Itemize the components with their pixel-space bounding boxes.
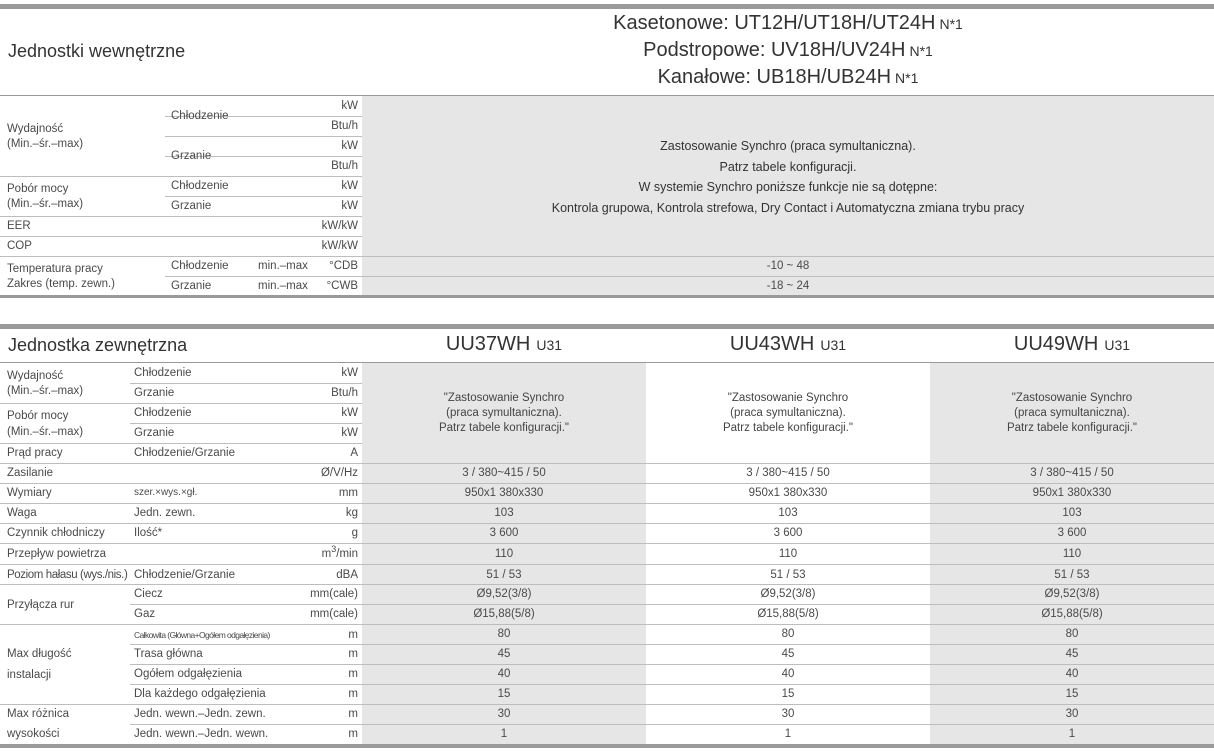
outdoor-model-2: UU43WH U31	[729, 333, 847, 355]
indoor-unit-kw-4: kW	[341, 200, 358, 212]
outdoor-unit-kw-2: kW	[341, 407, 358, 419]
cell-gas-2: Ø15,88(5/8)	[757, 608, 819, 620]
indoor-capacity-heating: Grzanie	[171, 150, 212, 162]
cell-total-length-2: 80	[781, 628, 795, 640]
cell-in-out-1: 30	[497, 708, 511, 720]
cell-gas-3: Ø15,88(5/8)	[1041, 608, 1103, 620]
row-unit-gas: mm(cale)	[310, 608, 358, 620]
indoor-temp-heating: Grzanie	[171, 280, 212, 292]
row-label-noise: Poziom hałasu (wys./nis.)	[7, 569, 128, 581]
indoor-unit-btuh-2: Btu/h	[331, 160, 358, 172]
outdoor-unit-a: A	[350, 447, 358, 459]
outdoor-bottom-bar	[0, 744, 1214, 748]
outdoor-label-power-range: (Min.–śr.–max)	[7, 426, 84, 438]
indoor-temp-cooling-value: -10 ~ 48	[766, 260, 810, 272]
outdoor-model-1-note: "Zastosowanie Synchro (praca symultaniczna). Patrz tabele konfiguracji."	[438, 392, 569, 434]
indoor-label-capacity: Wydajność	[7, 123, 64, 135]
indoor-label-power-range: (Min.–śr.–max)	[7, 198, 84, 210]
row-unit-noise: dBA	[336, 569, 358, 581]
cell-main-route-3: 45	[1065, 648, 1079, 660]
row-sub-in-in: Jedn. wewn.–Jedn. wewn.	[134, 728, 269, 740]
outdoor-current-mode: Chłodzenie/Grzanie	[134, 447, 236, 459]
cell-airflow-2: 110	[778, 548, 798, 560]
outdoor-unit-kw-1: kW	[341, 367, 358, 379]
cell-liquid-1: Ø9,52(3/8)	[476, 588, 532, 600]
outdoor-label-current: Prąd pracy	[7, 447, 63, 459]
cell-refrigerant-2: 3 600	[773, 527, 803, 539]
indoor-label-power: Pobór mocy	[7, 183, 69, 195]
cell-main-route-2: 45	[781, 648, 795, 660]
indoor-unit-btuh-1: Btu/h	[331, 120, 358, 132]
outdoor-capacity-heating: Grzanie	[134, 387, 175, 399]
cell-power-supply-2: 3 / 380~415 / 50	[746, 467, 830, 479]
row-label-max-length-2: instalacji	[7, 669, 52, 681]
cell-total-length-3: 80	[1065, 628, 1079, 640]
outdoor-unit-btuh: Btu/h	[331, 387, 358, 399]
row-unit-airflow: $m^3/\min$	[321, 544, 358, 560]
row-label-pipes: Przyłącza rur	[7, 599, 75, 611]
cell-weight-2: 103	[778, 507, 798, 519]
row-sub-refrigerant: Ilość*	[134, 527, 163, 539]
cell-total-branches-1: 40	[497, 668, 511, 680]
row-sub-total-branches: Ogółem odgałęzienia	[134, 668, 243, 680]
row-label-power-supply: Zasilanie	[7, 467, 54, 479]
indoor-label-temp: Temperatura pracy	[7, 263, 103, 275]
indoor-unit-cdb: °CDB	[329, 260, 358, 272]
row-unit-each-branch: m	[348, 688, 358, 700]
row-label-refrigerant: Czynnik chłodniczy	[7, 527, 105, 539]
cell-dimensions-1: 950x1 380x330	[464, 487, 544, 499]
outdoor-power-cooling: Chłodzenie	[134, 407, 192, 419]
indoor-unit-kw-1: kW	[341, 100, 358, 112]
row-label-airflow: Przepływ powietrza	[7, 548, 107, 560]
cell-noise-2: 51 / 53	[770, 569, 806, 581]
indoor-power-heating: Grzanie	[171, 200, 212, 212]
cell-power-supply-3: 3 / 380~415 / 50	[1030, 467, 1114, 479]
row-sub-each-branch: Dla każdego odgałęzienia	[134, 688, 266, 700]
cell-in-in-3: 1	[1068, 728, 1076, 740]
indoor-bottom-bar	[0, 295, 1214, 298]
outdoor-label-capacity-range: (Min.–śr.–max)	[7, 385, 84, 397]
row-label-max-height: Max różnica	[7, 708, 69, 720]
cell-total-length-1: 80	[497, 628, 511, 640]
indoor-label-temp-range: Zakres (temp. zewn.)	[7, 278, 115, 290]
outdoor-model-1: UU37WH U31	[445, 333, 563, 355]
row-label-max-height-2: wysokości	[7, 728, 60, 740]
row-sub-weight: Jedn. zewn.	[134, 507, 196, 519]
outdoor-section-title: Jednostka zewnętrzna	[8, 335, 188, 355]
cell-main-route-1: 45	[497, 648, 511, 660]
cell-refrigerant-1: 3 600	[489, 527, 519, 539]
cell-in-out-2: 30	[781, 708, 795, 720]
indoor-label-cop: COP	[7, 240, 32, 252]
cell-each-branch-3: 15	[1065, 688, 1079, 700]
cell-dimensions-2: 950x1 380x330	[748, 487, 828, 499]
indoor-unit-cwb: °CWB	[326, 280, 358, 292]
indoor-model-line-2: Podstropowe: UV18H/UV24H N*1	[643, 39, 933, 61]
cell-liquid-3: Ø9,52(3/8)	[1044, 588, 1100, 600]
indoor-temp-minmax-2: min.–max	[258, 280, 308, 292]
indoor-temp-heating-value: -18 ~ 24	[766, 280, 810, 292]
indoor-unit-kw-2: kW	[341, 140, 358, 152]
row-label-weight: Waga	[7, 507, 37, 519]
cell-total-branches-2: 40	[781, 668, 795, 680]
indoor-label-eer: EER	[7, 220, 31, 232]
row-unit-total-branches: m	[348, 668, 358, 680]
cell-noise-3: 51 / 53	[1054, 569, 1090, 581]
indoor-unit-eer: kW/kW	[321, 220, 358, 232]
indoor-power-cooling: Chłodzenie	[171, 180, 229, 192]
indoor-synchro-note: Zastosowanie Synchro (praca symultaniczna). Patrz tabele konfiguracji. W systemie Synchro poniższe funkcje nie są dotępne: Kontrola grupowa, Kontrola strefowa, Dry Contact i Automatyczna zmiana trybu pracy	[551, 139, 1025, 215]
row-sub-noise: Chłodzenie/Grzanie	[134, 569, 236, 581]
indoor-temp-minmax-1: min.–max	[258, 260, 308, 272]
outdoor-model-2-note: "Zastosowanie Synchro (praca symultaniczna). Patrz tabele konfiguracji."	[722, 392, 853, 434]
row-sub-total-length: Całkowita (Główna+Ogółem odgałęzienia)	[134, 630, 270, 640]
row-unit-in-out: m	[348, 708, 358, 720]
row-unit-refrigerant: g	[351, 527, 358, 539]
row-sub-dimensions: szer.×wys.×gł.	[134, 487, 198, 498]
outdoor-capacity-cooling: Chłodzenie	[134, 367, 192, 379]
cell-each-branch-1: 15	[497, 688, 511, 700]
indoor-model-line-1: Kasetonowe: UT12H/UT18H/UT24H N*1	[613, 12, 963, 34]
cell-gas-1: Ø15,88(5/8)	[473, 608, 535, 620]
row-sub-liquid: Ciecz	[134, 588, 163, 600]
cell-weight-3: 103	[1062, 507, 1082, 519]
outdoor-power-heating: Grzanie	[134, 427, 175, 439]
cell-power-supply-1: 3 / 380~415 / 50	[462, 467, 546, 479]
row-label-dimensions: Wymiary	[7, 487, 52, 499]
cell-each-branch-2: 15	[781, 688, 795, 700]
row-unit-weight: kg	[345, 507, 358, 519]
row-label-max-length: Max długość	[7, 648, 72, 660]
row-unit-total-length: m	[348, 629, 358, 641]
outdoor-model-3: UU49WH U31	[1013, 333, 1131, 355]
indoor-header-divider	[0, 95, 1214, 96]
cell-dimensions-3: 950x1 380x330	[1032, 487, 1112, 499]
indoor-model-line-3: Kanałowe: UB18H/UB24H N*1	[657, 66, 919, 88]
row-unit-in-in: m	[348, 728, 358, 740]
outdoor-top-bar	[0, 324, 1214, 329]
outdoor-unit-kw-3: kW	[341, 427, 358, 439]
row-sub-in-out: Jedn. wewn.–Jedn. zewn.	[134, 708, 266, 720]
row-unit-main-route: m	[348, 648, 358, 660]
cell-total-branches-3: 40	[1065, 668, 1079, 680]
cell-weight-1: 103	[494, 507, 514, 519]
outdoor-model-3-note: "Zastosowanie Synchro (praca symultaniczna). Patrz tabele konfiguracji."	[1006, 392, 1137, 434]
row-unit-dimensions: mm	[338, 487, 358, 499]
row-unit-power-supply: Ø/V/Hz	[320, 467, 358, 479]
row-sub-main-route: Trasa główna	[134, 648, 203, 660]
cell-in-out-3: 30	[1065, 708, 1079, 720]
cell-liquid-2: Ø9,52(3/8)	[760, 588, 816, 600]
cell-in-in-1: 1	[500, 728, 508, 740]
indoor-temp-cooling: Chłodzenie	[171, 260, 229, 272]
row-unit-liquid: mm(cale)	[310, 588, 358, 600]
top-divider-bar	[0, 4, 1214, 9]
indoor-capacity-cooling: Chłodzenie	[171, 110, 229, 122]
cell-in-in-2: 1	[784, 728, 792, 740]
indoor-unit-kw-3: kW	[341, 180, 358, 192]
cell-refrigerant-3: 3 600	[1057, 527, 1087, 539]
cell-noise-1: 51 / 53	[486, 569, 522, 581]
indoor-unit-cop: kW/kW	[321, 240, 358, 252]
outdoor-label-power: Pobór mocy	[7, 410, 69, 422]
outdoor-label-capacity: Wydajność	[7, 370, 64, 382]
indoor-label-capacity-range: (Min.–śr.–max)	[7, 138, 84, 150]
cell-airflow-1: 110	[494, 548, 514, 560]
cell-airflow-3: 110	[1062, 548, 1082, 560]
indoor-section-title: Jednostki wewnętrzne	[8, 41, 186, 61]
row-sub-gas: Gaz	[134, 608, 156, 620]
